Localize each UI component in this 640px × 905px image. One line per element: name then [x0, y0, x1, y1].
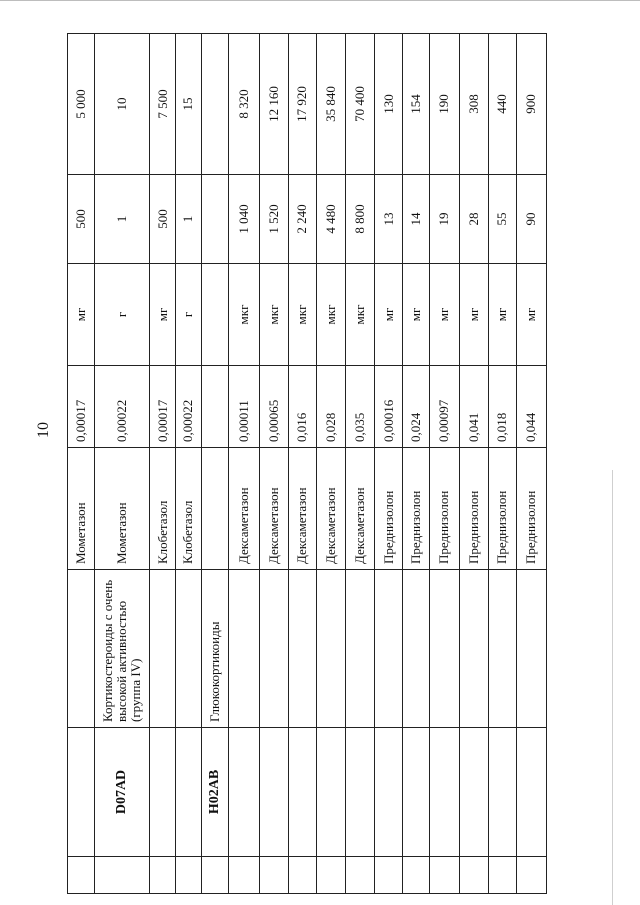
blank-cell	[346, 857, 375, 894]
atc-code-cell	[516, 728, 546, 857]
substance-cell: Преднизолон	[516, 448, 546, 570]
group-cell: Кортикостероиды с очень высокой активностью (группа IV)	[94, 570, 150, 728]
table-row	[201, 34, 229, 894]
blank-cell	[288, 857, 317, 894]
blank-cell	[488, 857, 516, 894]
unit-cell: мг	[429, 264, 459, 366]
table-row	[94, 34, 150, 894]
total-cell: 7 500	[150, 34, 176, 175]
total-cell: 440	[488, 34, 516, 175]
substance-cell: Преднизолон	[460, 448, 489, 570]
unit-cell: мкг	[259, 264, 288, 366]
table-row	[176, 34, 202, 894]
unit-cell: мг	[68, 264, 95, 366]
substance-cell: Преднизолон	[403, 448, 430, 570]
total-cell: 35 840	[317, 34, 346, 175]
ddd-cell: 0,00017	[68, 366, 95, 448]
blank-cell	[259, 857, 288, 894]
atc-code-cell	[68, 728, 95, 857]
ddd-cell: 0,00017	[150, 366, 176, 448]
unit-cell: мкг	[288, 264, 317, 366]
ddd-cell	[201, 366, 229, 448]
group-cell	[68, 570, 95, 728]
amount-cell: 90	[516, 175, 546, 264]
amount-cell: 8 800	[346, 175, 375, 264]
blank-cell	[460, 857, 489, 894]
group-cell	[259, 570, 288, 728]
ddd-cell: 0,018	[488, 366, 516, 448]
unit-cell: мг	[375, 264, 403, 366]
total-cell: 17 920	[288, 34, 317, 175]
atc-code-cell	[150, 728, 176, 857]
atc-code-cell	[288, 728, 317, 857]
group-cell	[403, 570, 430, 728]
total-cell: 12 160	[259, 34, 288, 175]
unit-cell: г	[94, 264, 150, 366]
substance-cell: Дексаметазон	[317, 448, 346, 570]
substance-cell: Мометазон	[68, 448, 95, 570]
blank-cell	[201, 857, 229, 894]
substance-cell: Дексаметазон	[259, 448, 288, 570]
unit-cell: мг	[488, 264, 516, 366]
group-cell	[346, 570, 375, 728]
group-cell	[176, 570, 202, 728]
blank-cell	[176, 857, 202, 894]
group-cell	[288, 570, 317, 728]
table-row	[516, 34, 546, 894]
substance-cell: Преднизолон	[429, 448, 459, 570]
substance-cell: Преднизолон	[488, 448, 516, 570]
unit-cell: г	[176, 264, 202, 366]
table-row	[317, 34, 346, 894]
unit-cell: мг	[516, 264, 546, 366]
table-row	[429, 34, 459, 894]
atc-code-cell	[375, 728, 403, 857]
blank-cell	[516, 857, 546, 894]
amount-cell: 1	[94, 175, 150, 264]
amount-cell	[201, 175, 229, 264]
substance-cell: Мометазон	[94, 448, 150, 570]
table-row	[488, 34, 516, 894]
amount-cell: 13	[375, 175, 403, 264]
atc-code-cell: D07AD	[94, 728, 150, 857]
substance-cell: Клобетазол	[150, 448, 176, 570]
table-row	[150, 34, 176, 894]
amount-cell: 28	[460, 175, 489, 264]
drug-dose-table	[67, 33, 547, 894]
amount-cell: 14	[403, 175, 430, 264]
group-cell	[317, 570, 346, 728]
amount-cell: 2 240	[288, 175, 317, 264]
atc-code-cell	[488, 728, 516, 857]
blank-cell	[94, 857, 150, 894]
total-cell: 154	[403, 34, 430, 175]
unit-cell	[201, 264, 229, 366]
unit-cell: мг	[403, 264, 430, 366]
ddd-cell: 0,00011	[229, 366, 259, 448]
ddd-cell: 0,00016	[375, 366, 403, 448]
table-body	[68, 34, 547, 894]
atc-code-cell: H02AB	[201, 728, 229, 857]
blank-cell	[375, 857, 403, 894]
total-cell: 308	[460, 34, 489, 175]
total-cell: 190	[429, 34, 459, 175]
total-cell: 15	[176, 34, 202, 175]
group-cell	[429, 570, 459, 728]
scan-edge-line	[612, 470, 613, 905]
group-cell	[516, 570, 546, 728]
ddd-cell: 0,044	[516, 366, 546, 448]
substance-cell: Дексаметазон	[229, 448, 259, 570]
amount-cell: 1 040	[229, 175, 259, 264]
group-cell	[229, 570, 259, 728]
table-row	[346, 34, 375, 894]
total-cell: 70 400	[346, 34, 375, 175]
table-row	[259, 34, 288, 894]
ddd-cell: 0,041	[460, 366, 489, 448]
group-cell	[375, 570, 403, 728]
substance-cell	[201, 448, 229, 570]
ddd-cell: 0,00097	[429, 366, 459, 448]
unit-cell: мкг	[317, 264, 346, 366]
group-cell	[150, 570, 176, 728]
total-cell: 5 000	[68, 34, 95, 175]
group-cell	[460, 570, 489, 728]
atc-code-cell	[429, 728, 459, 857]
substance-cell: Дексаметазон	[346, 448, 375, 570]
atc-code-cell	[176, 728, 202, 857]
amount-cell: 1 520	[259, 175, 288, 264]
blank-cell	[403, 857, 430, 894]
atc-code-cell	[346, 728, 375, 857]
substance-cell: Клобетазол	[176, 448, 202, 570]
atc-code-cell	[317, 728, 346, 857]
ddd-cell: 0,016	[288, 366, 317, 448]
table-row	[229, 34, 259, 894]
amount-cell: 500	[68, 175, 95, 264]
amount-cell: 4 480	[317, 175, 346, 264]
ddd-cell: 0,00022	[176, 366, 202, 448]
page-number: 10	[35, 422, 52, 438]
atc-code-cell	[259, 728, 288, 857]
blank-cell	[68, 857, 95, 894]
blank-cell	[317, 857, 346, 894]
table-row	[68, 34, 95, 894]
unit-cell: мг	[460, 264, 489, 366]
total-cell: 900	[516, 34, 546, 175]
blank-cell	[229, 857, 259, 894]
unit-cell: мг	[150, 264, 176, 366]
blank-cell	[150, 857, 176, 894]
ddd-cell: 0,024	[403, 366, 430, 448]
group-cell	[488, 570, 516, 728]
amount-cell: 19	[429, 175, 459, 264]
top-border-line	[0, 0, 640, 1]
amount-cell: 1	[176, 175, 202, 264]
total-cell	[201, 34, 229, 175]
atc-code-cell	[229, 728, 259, 857]
total-cell: 130	[375, 34, 403, 175]
table-row	[288, 34, 317, 894]
amount-cell: 55	[488, 175, 516, 264]
unit-cell: мкг	[346, 264, 375, 366]
table-row	[460, 34, 489, 894]
total-cell: 10	[94, 34, 150, 175]
substance-cell: Дексаметазон	[288, 448, 317, 570]
table-row	[375, 34, 403, 894]
group-cell: Глюкокортикоиды	[201, 570, 229, 728]
atc-code-cell	[460, 728, 489, 857]
ddd-cell: 0,035	[346, 366, 375, 448]
amount-cell: 500	[150, 175, 176, 264]
ddd-cell: 0,00065	[259, 366, 288, 448]
table-container	[67, 34, 547, 894]
ddd-cell: 0,028	[317, 366, 346, 448]
unit-cell: мкг	[229, 264, 259, 366]
blank-cell	[429, 857, 459, 894]
substance-cell: Преднизолон	[375, 448, 403, 570]
atc-code-cell	[403, 728, 430, 857]
ddd-cell: 0,00022	[94, 366, 150, 448]
total-cell: 8 320	[229, 34, 259, 175]
table-row	[403, 34, 430, 894]
